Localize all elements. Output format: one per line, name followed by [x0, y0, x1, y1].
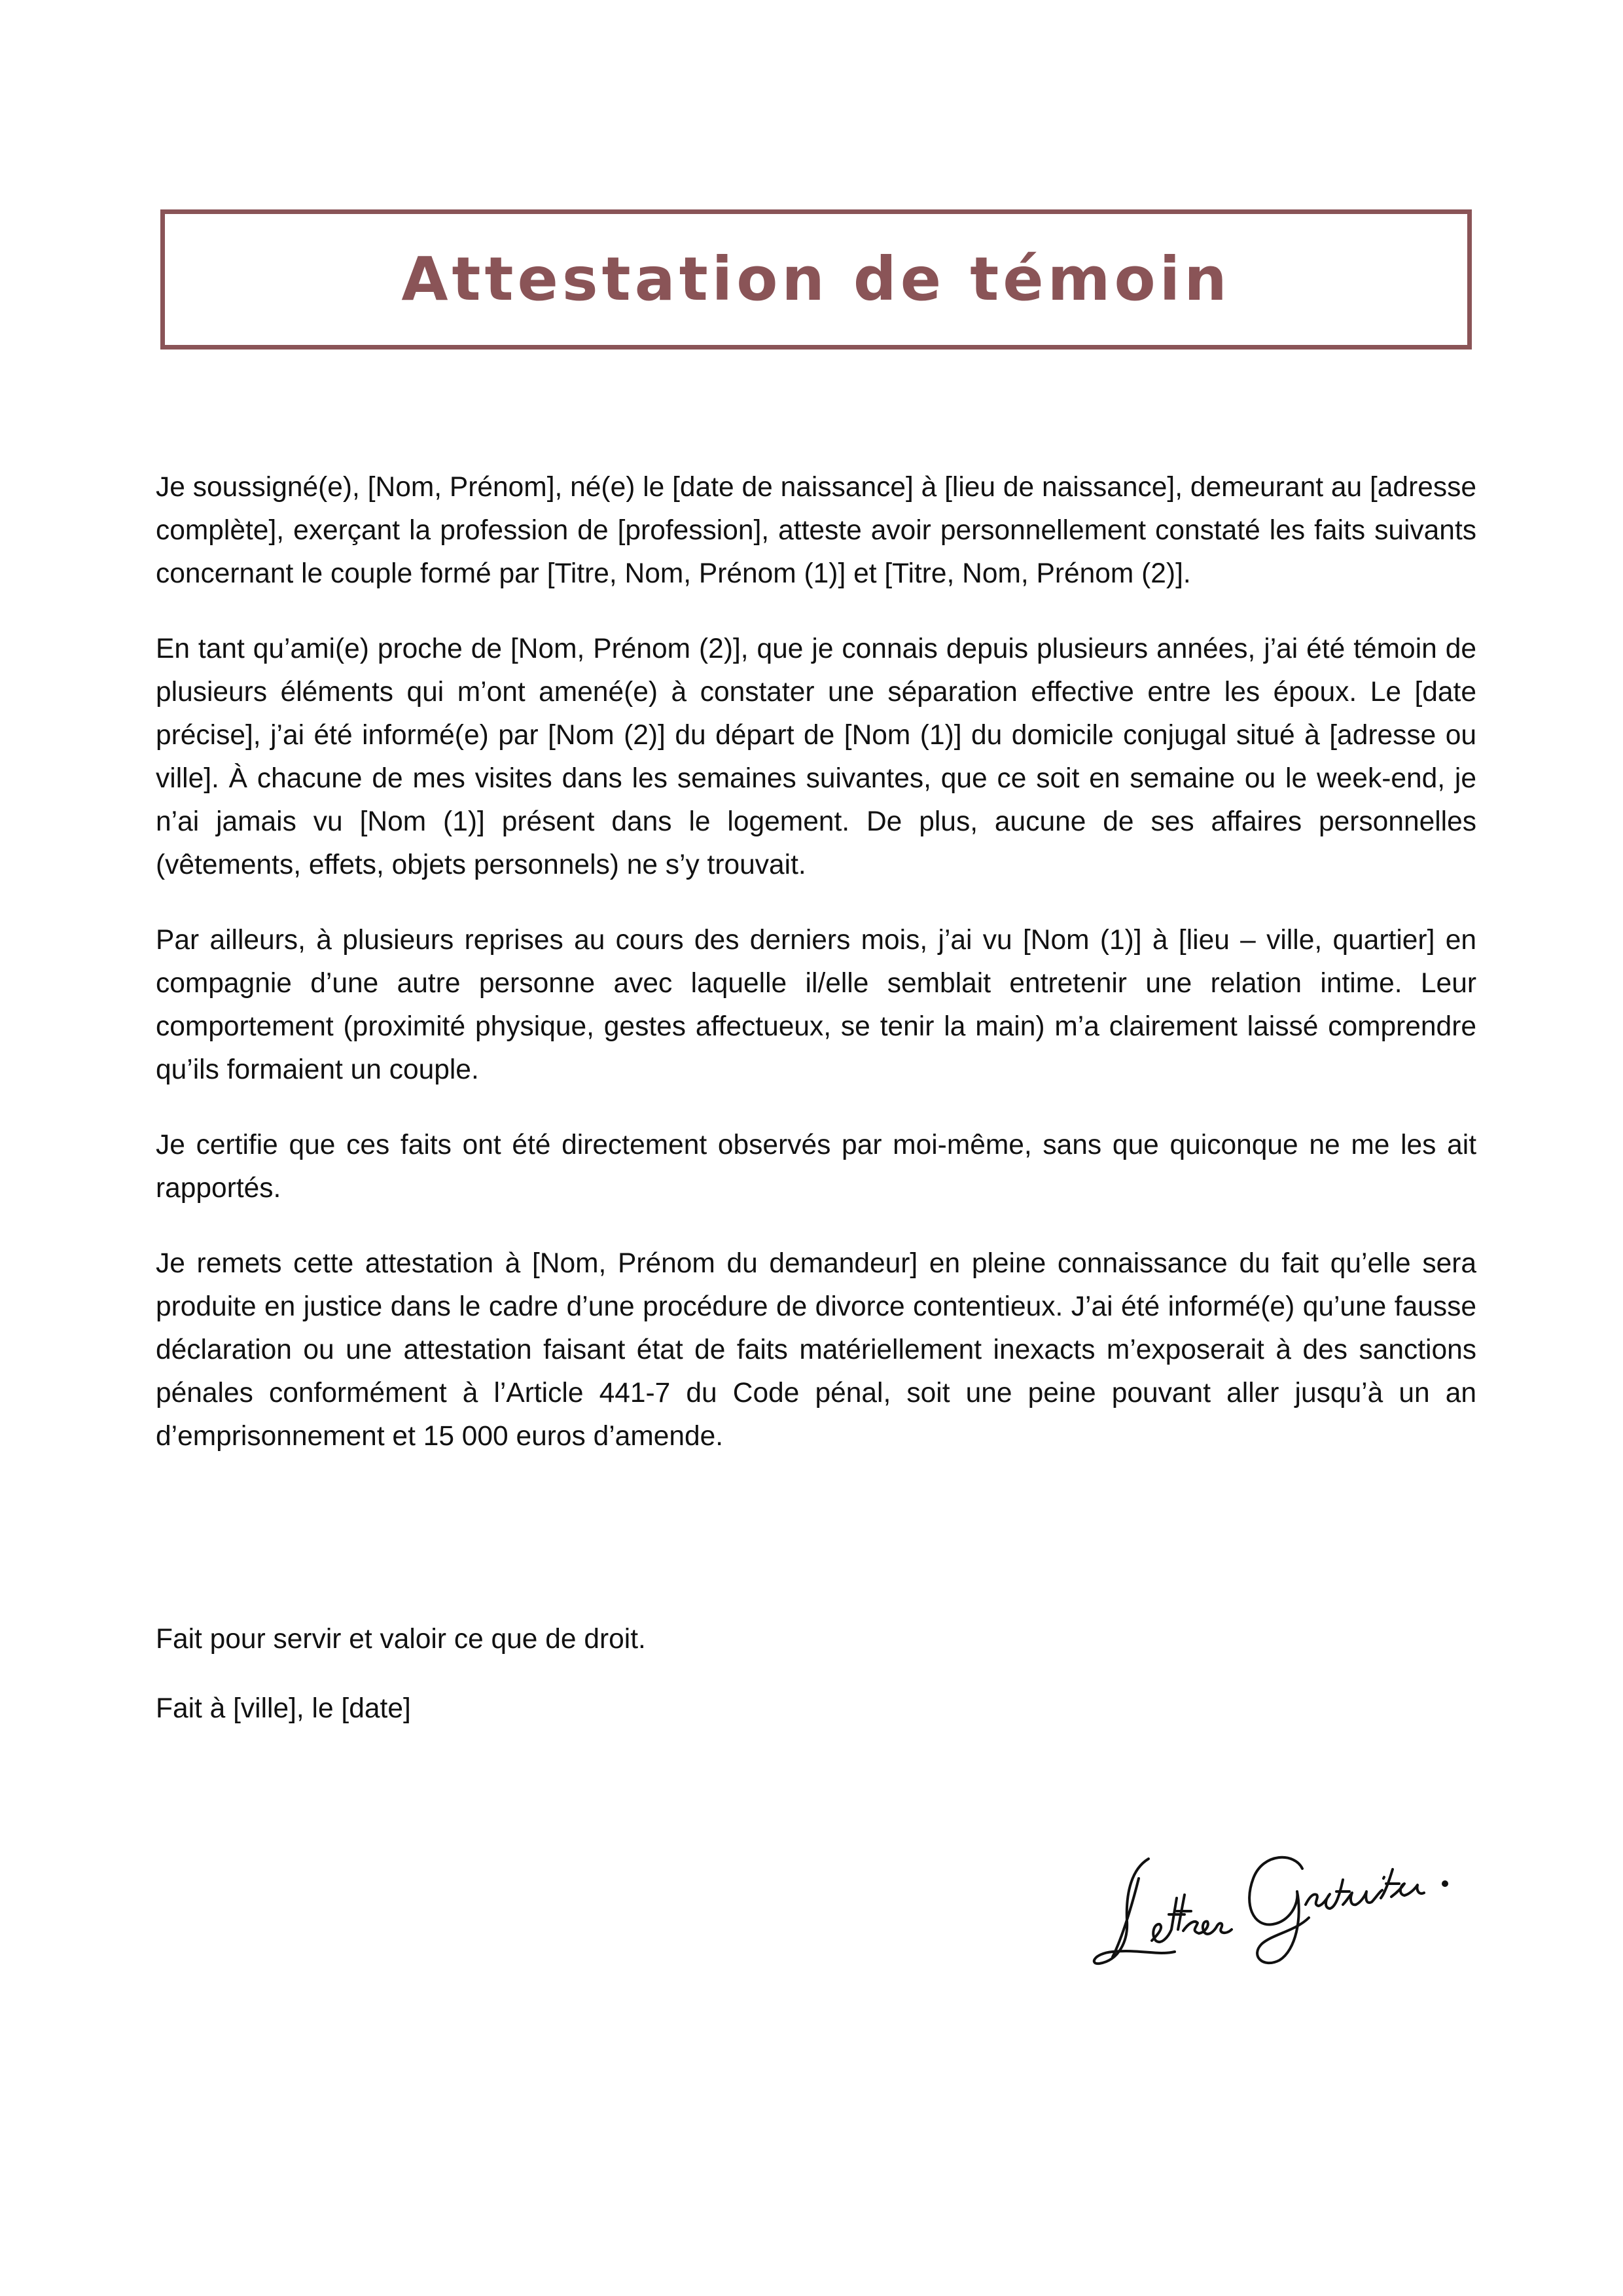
closing-block — [156, 1618, 1476, 1757]
paragraph-relationship: Par ailleurs, à plusieurs reprises au cours des derniers mois, j’ai vu [Nom (1)] à [lieu – ville, quartier] en compagnie d’une autre personne avec laquelle il/elle semblait entretenir une relation intime. Leur comportement (proximité physique, gestes affectueux, se tenir la main) m’a clairement laissé comprendre qu’ils formaient un couple. — [156, 925, 1476, 1085]
place-and-date: Fait à [ville], le [date] — [156, 1693, 411, 1724]
document-title: Attestation de témoin — [401, 244, 1231, 314]
paragraph-identity: Je soussigné(e), [Nom, Prénom], né(e) le [date de naissance] à [lieu de naissance], demeurant au [adresse complète], exerçant la profession de [profession], atteste avoir personnellement constaté les faits suivants concernant le couple formé par [Titre, Nom, Prénom (1)] et [Titre, Nom, Prénom (2)]. — [156, 472, 1476, 589]
paragraph-legal-notice: Je remets cette attestation à [Nom, Prénom du demandeur] en pleine connaissance du fait qu’elle sera produite en justice dans le cadre d’une procédure de divorce contentieux. J’ai été informé(e) qu’une fausse déclaration ou une attestation faisant état de faits matériellement inexacts m’exposerait à des sanctions pénales conformément à l’Article 441-7 du Code pénal, soit une peine pouvant aller jusqu’à un an d’emprisonnement et 15 000 euros d’amende. — [156, 1248, 1476, 1452]
title-frame — [160, 209, 1472, 350]
signature-logo — [1086, 1806, 1479, 1977]
document-body — [156, 466, 1476, 1490]
closing-formula: Fait pour servir et valoir ce que de droit. — [156, 1624, 646, 1655]
paragraph-certification: Je certifie que ces faits ont été directement observés par moi-même, sans que quiconque ne me les ait rapportés. — [156, 1130, 1476, 1204]
paragraph-separation: En tant qu’ami(e) proche de [Nom, Prénom (2)], que je connais depuis plusieurs années, j’ai été témoin de plusieurs éléments qui m’ont amené(e) à constater une séparation effective entre les époux. Le [date précise], j’ai été informé(e) par [Nom (2)] du départ de [Nom (1)] du domicile conjugal situé à [adresse ou ville]. À chacune de mes visites dans les semaines suivantes, que ce soit en semaine ou le week-end, je n’ai jamais vu [Nom (1)] présent dans le logement. De plus, aucune de ses affaires personnelles (vêtements, effets, objets personnels) ne s’y trouvait. — [156, 634, 1476, 880]
